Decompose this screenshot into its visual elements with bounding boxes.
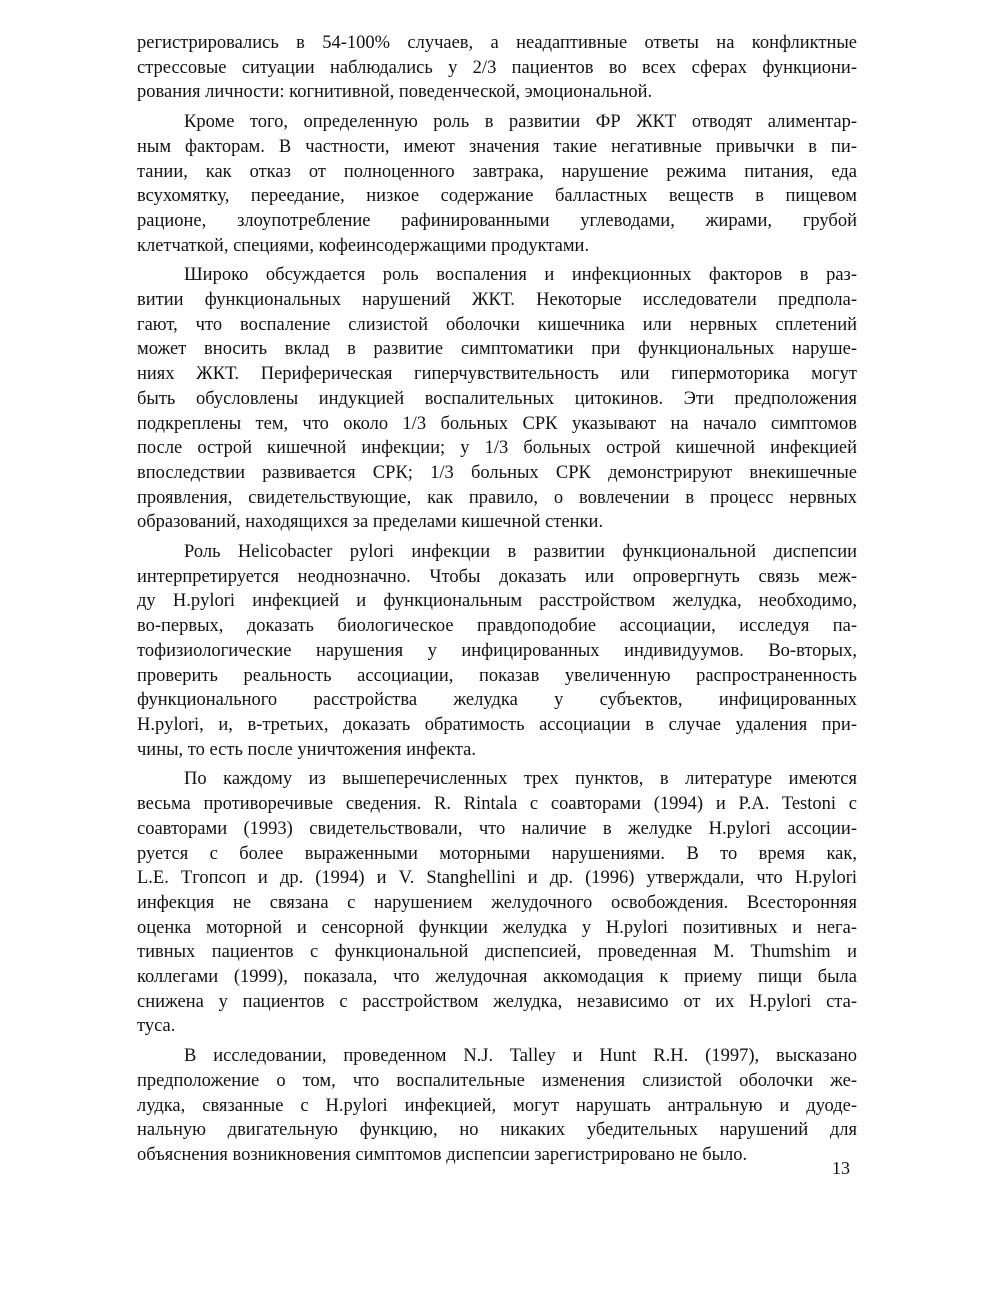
text-line: В исследовании, проведенном N.J. Talley и Hunt R.H. (1997), высказано — [184, 1046, 857, 1067]
text-line: руется с более выраженными моторными нарушениями. В то время как, — [137, 843, 857, 864]
text-line: снижена у пациентов с расстройством желудка, независимо от их H.pylori ста- — [137, 991, 857, 1012]
text-line: оценка моторной и сенсорной функции желудка у H.pylori позитивных и нега- — [137, 917, 857, 938]
text-line: Широко обсуждается роль воспаления и инфекционных факторов в раз- — [184, 265, 857, 286]
text-line: тофизиологические нарушения у инфицированных индивидуумов. Во-вторых, — [137, 640, 857, 661]
paragraph — [137, 767, 857, 1039]
text-line: тании, как отказ от полноценного завтрака, нарушение режима питания, еда — [137, 161, 857, 182]
paragraph — [137, 540, 857, 762]
text-line: Роль Helicobacter pylori инфекции в развитии функциональной диспепсии — [184, 542, 857, 563]
paragraph — [137, 263, 857, 535]
paragraph — [137, 110, 857, 258]
text-line: Кроме того, определенную роль в развитии ФР ЖКТ отводят алиментар- — [184, 112, 857, 133]
text-line: впоследствии развивается СРК; 1/3 больных СРК демонстрируют внекишечные — [137, 462, 857, 483]
text-line: всухомятку, переедание, низкое содержание балластных веществ в пищевом — [137, 186, 857, 207]
paragraph — [137, 31, 857, 105]
text-line: инфекция не связана с нарушением желудочного освобождения. Всесторонняя — [137, 892, 857, 913]
text-line: во-первых, доказать биологическое правдоподобие ассоциации, исследуя па- — [137, 616, 857, 637]
text-line: может вносить вклад в развитие симптоматики при функциональных наруше- — [137, 339, 857, 360]
text-line: интерпретируется неоднозначно. Чтобы доказать или опровергнуть связь меж- — [137, 566, 857, 587]
text-line: ным факторам. В частности, имеют значения такие негативные привычки в пи- — [137, 136, 857, 157]
text-line: нальную двигательную функцию, но никаких убедительных нарушений для — [137, 1120, 857, 1141]
text-line: образований, находящихся за пределами кишечной стенки. — [137, 512, 604, 533]
text-line: витии функциональных нарушений ЖКТ. Некоторые исследователи предпола- — [137, 290, 857, 311]
text-line: рования личности: когнитивной, поведенческой, эмоциональной. — [137, 82, 653, 103]
text-line: L.E. Тгопсоп и др. (1994) и V. Stanghellini и др. (1996) утверждали, что H.pylori — [137, 868, 857, 889]
body-text — [137, 31, 857, 1168]
text-line: туса. — [137, 1016, 176, 1037]
text-line: рационе, злоупотребление рафинированными углеводами, жирами, грубой — [137, 210, 857, 231]
text-line: H.pylori, и, в-третьих, доказать обратимость ассоциации в случае удаления при- — [137, 714, 857, 735]
text-line: лудка, связанные с H.pylori инфекцией, могут нарушать антральную и дуоде- — [137, 1095, 857, 1116]
text-line: предположение о том, что воспалительные изменения слизистой оболочки же- — [137, 1070, 857, 1091]
text-line: По каждому из вышеперечисленных трех пунктов, в литературе имеются — [184, 769, 857, 790]
text-line: быть обусловлены индукцией воспалительных цитокинов. Эти предположения — [137, 388, 857, 409]
text-line: подкреплены тем, что около 1/3 больных СРК указывают на начало симптомов — [137, 413, 857, 434]
text-line: объяснения возникновения симптомов диспепсии зарегистрировано не было. — [137, 1144, 748, 1165]
page-number: 13 — [832, 1158, 850, 1178]
text-line: коллегами (1999), показала, что желудочная аккомодация к приему пищи была — [137, 967, 857, 988]
paragraph — [137, 1044, 857, 1168]
text-line: после острой кишечной инфекции; у 1/3 больных острой кишечной инфекцией — [137, 438, 857, 459]
text-line: ду H.pylori инфекцией и функциональным расстройством желудка, необходимо, — [137, 591, 857, 612]
text-line: гают, что воспаление слизистой оболочки кишечника или нервных сплетений — [137, 314, 857, 335]
text-line: тивных пациентов с функциональной диспепсией, проведенная M. Thumshim и — [137, 942, 857, 963]
text-line: ниях ЖКТ. Периферическая гиперчувствительность или гипермоторика могут — [137, 364, 857, 385]
text-line: стрессовые ситуации наблюдались у 2/3 пациентов во всех сферах функциони- — [137, 57, 857, 78]
text-line: соавторами (1993) свидетельствовали, что наличие в желудке H.pylori ассоции- — [137, 818, 857, 839]
text-line: весьма противоречивые сведения. R. Rintala с соавторами (1994) и P.A. Testoni с — [137, 794, 857, 815]
text-line: регистрировались в 54-100% случаев, а неадаптивные ответы на конфликтные — [137, 33, 857, 53]
text-line: клетчаткой, специями, кофеинсодержащими продуктами. — [137, 235, 590, 256]
text-line: проявления, свидетельствующие, как правило, о вовлечении в процесс нервных — [137, 487, 857, 508]
text-line: функционального расстройства желудка у субъектов, инфицированных — [137, 690, 857, 711]
text-line: чины, то есть после уничтожения инфекта. — [137, 739, 476, 760]
text-line: проверить реальность ассоциации, показав увеличенную распространенность — [137, 665, 857, 686]
